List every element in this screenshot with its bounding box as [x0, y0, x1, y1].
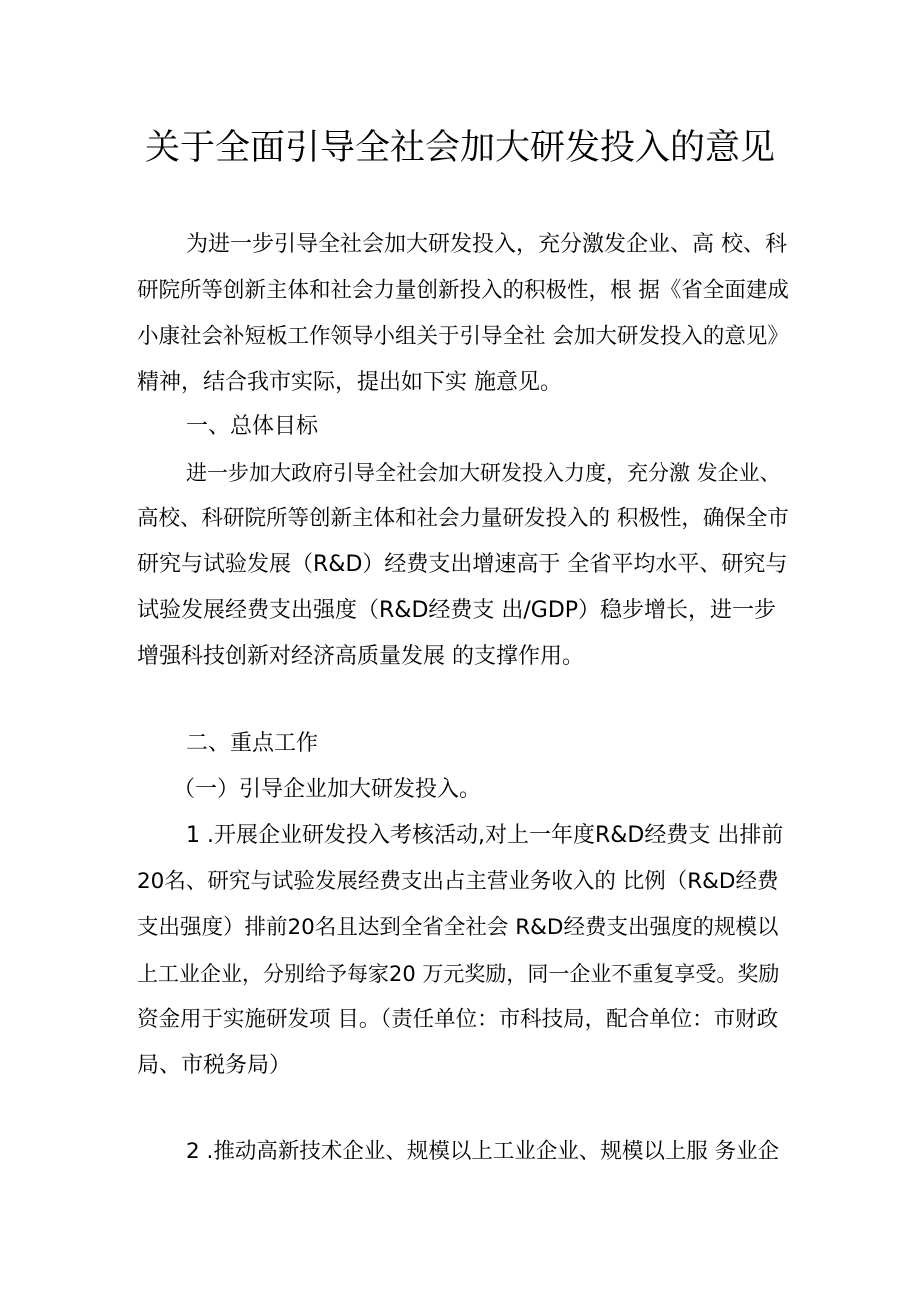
- section-heading: 二、重点工作: [186, 731, 319, 756]
- paragraph-line: 小康社会补短板工作领导小组关于引导全社 会加大研发投入的意见》: [137, 324, 789, 349]
- paragraph-line: 支出强度）排前20名且达到全省全社会 R&D经费支出强度的规模以: [137, 915, 779, 940]
- paragraph-line: 进一步加大政府引导全社会加大研发投入力度，充分激 发企业、: [186, 461, 781, 485]
- paragraph-line: 研究与试验发展（R&D）经费支出增速高于 全省平均水平、研究与: [137, 552, 788, 577]
- paragraph-line: 上工业企业，分别给予每家20 万元奖励，同一企业不重复享受。奖励: [137, 962, 780, 986]
- paragraph-line: 增强科技创新对经济高质量发展 的支撑作用。: [137, 644, 584, 669]
- paragraph-line: 资金用于实施研发项 目。（责任单位：市科技局，配合单位：市财政: [137, 1007, 779, 1032]
- paragraph-line: 高校、科研院所等创新主体和社会力量研发投入的 积极性，确保全市: [137, 506, 789, 531]
- paragraph-line: 试验发展经费支出强度（R&D经费支 出/GDP）稳步增长，进一步: [137, 598, 777, 623]
- paragraph-line: 为进一步引导全社会加大研发投入，充分激发企业、高 校、科: [186, 232, 787, 257]
- paragraph-line: 20名、研究与试验发展经费支出占主营业务收入的 比例（R&D经费: [137, 869, 779, 894]
- subsection-heading: （一）引导企业加大研发投入。: [173, 777, 482, 802]
- paragraph-line: 研院所等创新主体和社会力量创新投入的积极性，根 据《省全面建成: [137, 278, 789, 303]
- document-title: 关于全面引导全社会加大研发投入的意见: [144, 128, 775, 168]
- paragraph-line: 1 .开展企业研发投入考核活动,对上一年度R&D经费支 出排前: [186, 823, 784, 848]
- section-heading: 一、总体目标: [186, 414, 319, 439]
- paragraph-line: 精神，结合我市实际，提出如下实 施意见。: [137, 370, 562, 395]
- paragraph-line: 2 .推动高新技术企业、规模以上工业企业、规模以上服 务业企: [186, 1139, 780, 1164]
- paragraph-line: 局、市税务局）: [137, 1053, 292, 1078]
